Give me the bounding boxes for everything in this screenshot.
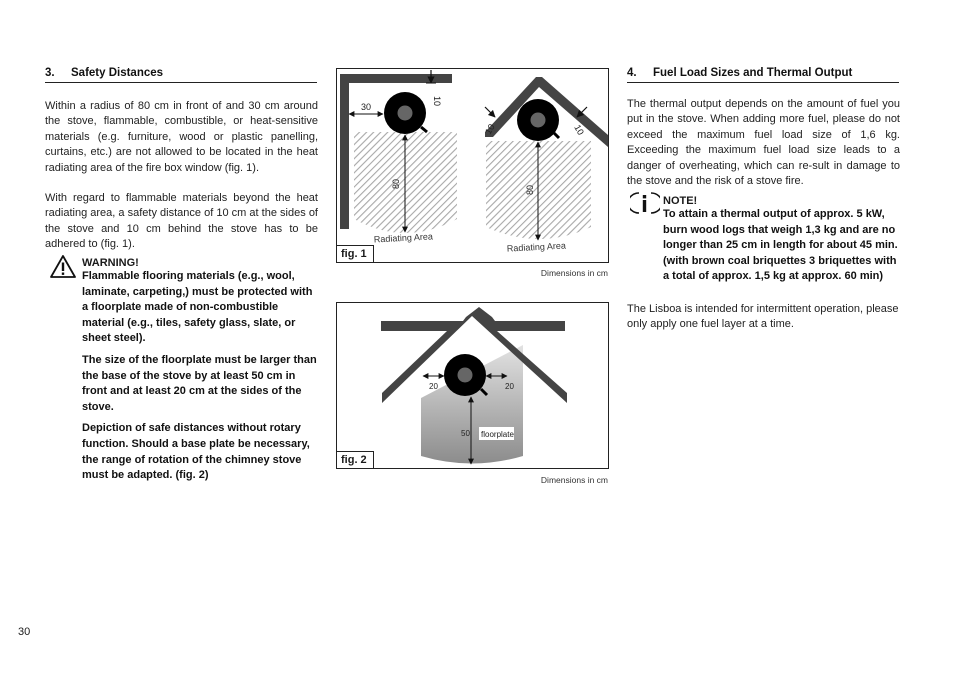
section-4-title: Fuel Load Sizes and Thermal Output bbox=[653, 67, 853, 79]
section-3-number: 3. bbox=[45, 67, 55, 79]
warning-icon bbox=[50, 255, 76, 283]
section-4-number: 4. bbox=[627, 67, 637, 79]
fig1-right-front-dim: 80 bbox=[525, 184, 535, 195]
figure-1-caption: Dimensions in cm bbox=[540, 268, 608, 278]
section-4-paragraph-2: The Lisboa is intended for intermittent operation, please only apply one fuel layer at a time. bbox=[627, 303, 899, 331]
figure-2-caption: Dimensions in cm bbox=[540, 475, 608, 485]
fig1-right-right-dim: 10 bbox=[572, 123, 586, 137]
fig2-right-dim: 20 bbox=[505, 382, 514, 391]
section-3-heading bbox=[45, 67, 317, 83]
section-4-heading bbox=[627, 67, 899, 83]
note-title: NOTE! bbox=[663, 195, 698, 207]
section-3-paragraph-1: Within a radius of 80 cm in front of and 30 cm around the stove, flammable, combustible, or heat-sensitive materials (e.g. furniture, wood or plastic panelling, curtains, etc.) are not allowed to be located in the heat radiating area of the fire box window (fig. 1). bbox=[45, 100, 318, 174]
note-block bbox=[663, 195, 898, 285]
warning-title: WARNING! bbox=[82, 257, 139, 269]
warning-text-2: The size of the floorplate must be larger than the base of the stove by at least 50 cm in front and at least 20 cm at the sides of the stove. bbox=[82, 353, 317, 413]
fig1-right-left-dim: 10 bbox=[483, 122, 497, 136]
fig1-right-area-label: Radiating Area bbox=[506, 240, 567, 254]
figure-1 bbox=[336, 68, 609, 263]
note-text: To attain a thermal output of approx. 5 kW, burn wood logs that weigh 1,3 kg and are no longer than 25 cm in length for about 45 min. (with brown coal briquettes 3 briquettes with a total of approx. 1,5 kg at approx. 60 min) bbox=[663, 208, 898, 283]
figure-2-label: fig. 2 bbox=[336, 451, 374, 469]
page-number: 30 bbox=[18, 626, 31, 638]
warning-text-1: Flammable flooring materials (e.g., wool, laminate, carpeting,) must be protected with a floorplate made of non-combustible material (e.g., tiles, safety glass, slate, or sheet steel). bbox=[82, 270, 313, 345]
figure-1-diagram bbox=[337, 69, 608, 262]
figure-2 bbox=[336, 302, 609, 469]
fig2-left-dim: 20 bbox=[429, 382, 438, 391]
section-3-paragraph-2: With regard to flammable materials beyond the heat radiating area, a safety distance of 10 cm at the sides of the stove and 10 cm behind the stove has to be adhered to (fig. 1). bbox=[45, 192, 318, 251]
section-3-title: Safety Distances bbox=[71, 67, 164, 79]
warning-text-3: Depiction of safe distances without rotary function. Should a base plate be necessary, the range of rotation of the chimney stove must be adapted. (fig. 2) bbox=[82, 422, 310, 482]
figure-2-diagram bbox=[337, 303, 608, 468]
fig2-front-dim: 50 bbox=[461, 429, 470, 438]
info-icon bbox=[630, 191, 660, 220]
section-4-paragraph-1: The thermal output depends on the amount of fuel you put in the stove. When adding more fuel, please do not exceed the maximum fuel load size of 1,6 kg. Exceeding the maximum fuel load size leads to a danger of overheating, which can re-sult in damage to the stove and the risk of a stove fire. bbox=[627, 98, 900, 188]
figure-1-label: fig. 1 bbox=[336, 245, 374, 263]
warning-block bbox=[82, 257, 318, 484]
fig1-left-front-dim: 80 bbox=[391, 178, 401, 189]
fig2-plate-label: floorplate bbox=[481, 430, 514, 439]
fig1-left-side-dim: 30 bbox=[361, 102, 372, 112]
fig1-left-area-label: Radiating Area bbox=[373, 231, 434, 245]
fig1-left-back-dim: 10 bbox=[432, 96, 442, 107]
